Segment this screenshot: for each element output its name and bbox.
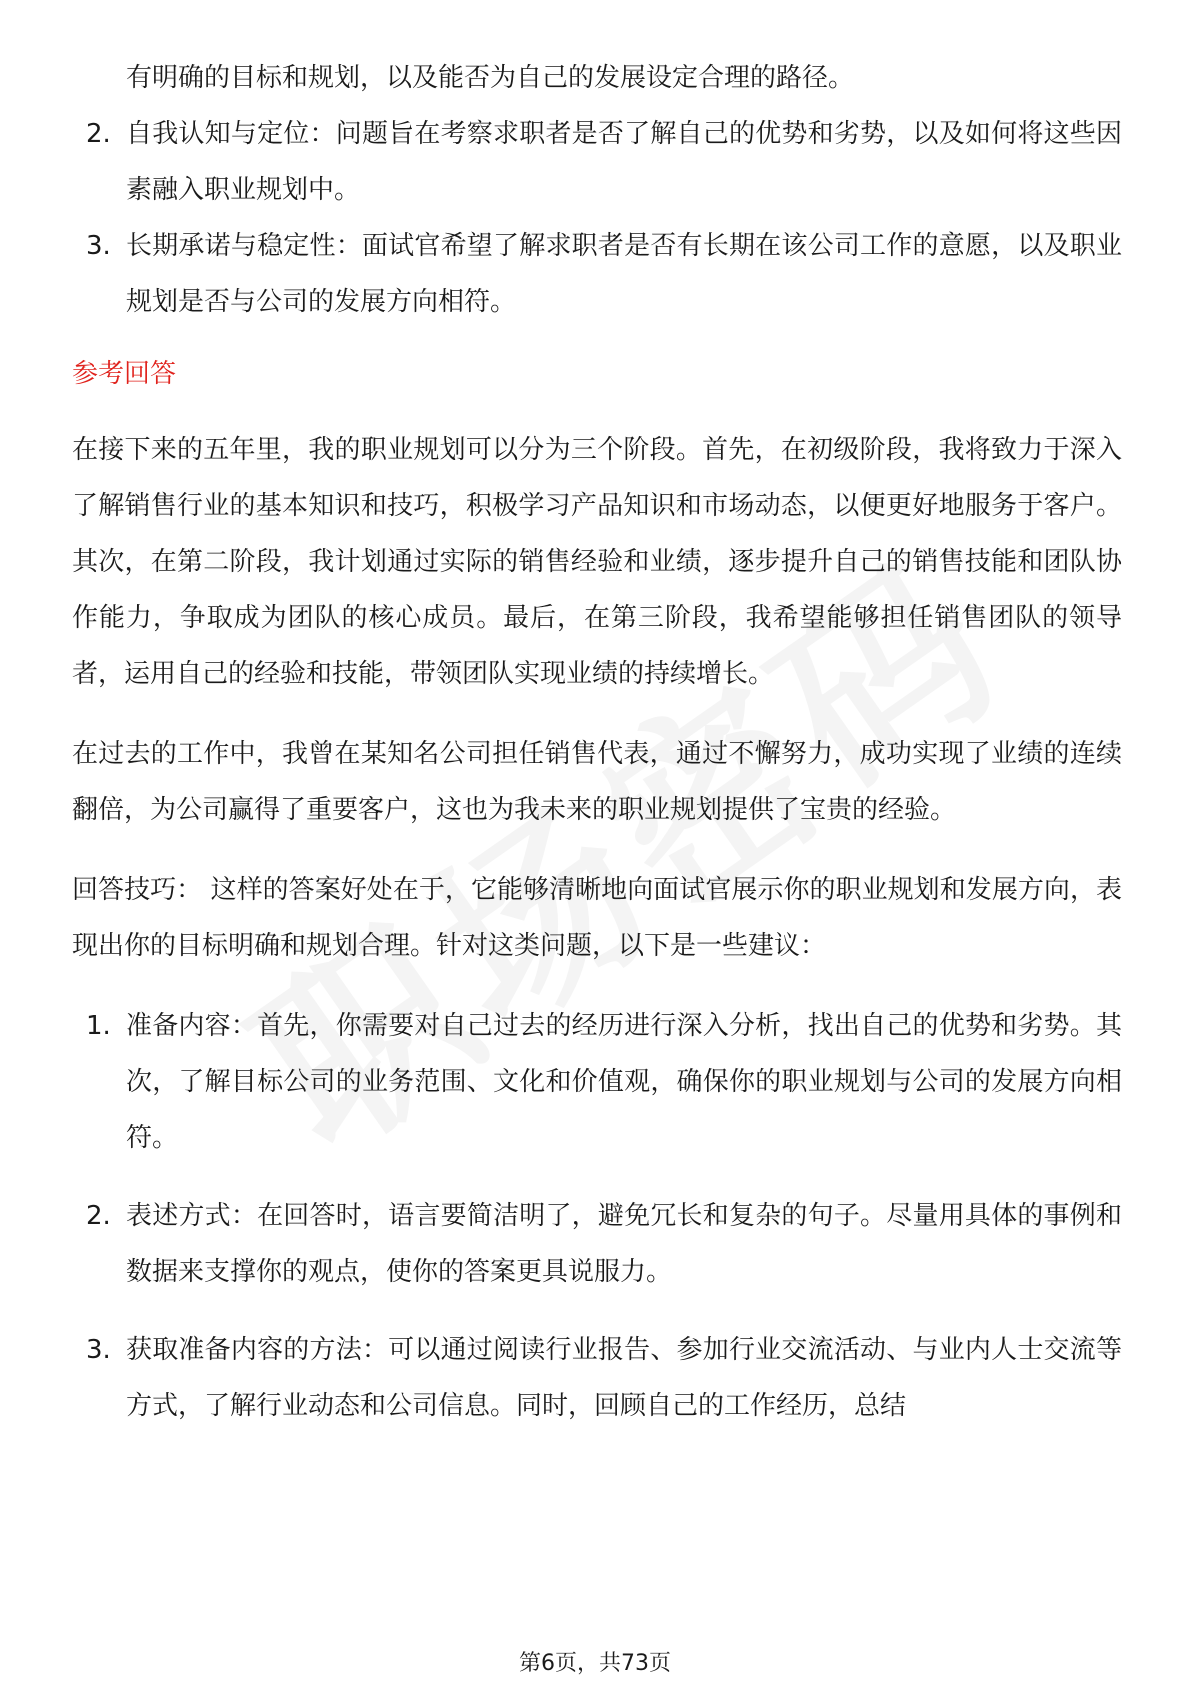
list-text: 获取准备内容的方法：可以通过阅读行业报告、参加行业交流活动、与业内人士交流等方式，了解行业动态和公司信息。同时，回顾自己的工作经历，总结 — [126, 1335, 1122, 1421]
reference-answer-heading: 参考回答 — [72, 359, 177, 389]
list-number: 3. — [86, 231, 111, 261]
list-number: 2. — [86, 1201, 111, 1231]
list-text: 长期承诺与稳定性：面试官希望了解求职者是否有长期在该公司工作的意愿，以及职业规划是否与公司的发展方向相符。 — [126, 231, 1122, 317]
tips-intro-paragraph: 回答技巧： 这样的答案好处在于，它能够清晰地向面试官展示你的职业规划和发展方向，表现出你的目标明确和规划合理。针对这类问题，以下是一些建议： — [72, 875, 1122, 961]
list-item — [72, 218, 1122, 330]
list-item — [72, 1322, 1122, 1434]
page-content — [72, 50, 1122, 1434]
list-item — [72, 1188, 1122, 1300]
list-text: 表述方式：在回答时，语言要简洁明了，避免冗长和复杂的句子。尽量用具体的事例和数据来支撑你的观点，使你的答案更具说服力。 — [126, 1201, 1122, 1287]
list-item — [72, 106, 1122, 218]
list-number: 2. — [86, 119, 111, 149]
answer-paragraph: 在接下来的五年里，我的职业规划可以分为三个阶段。首先，在初级阶段，我将致力于深入了解销售行业的基本知识和技巧，积极学习产品知识和市场动态，以便更好地服务于客户。其次，在第二阶段，我计划通过实际的销售经验和业绩，逐步提升自己的销售技能和团队协作能力，争取成为团队的核心成员。最后，在第三阶段，我希望能够担任销售团队的领导者，运用自己的经验和技能，带领团队实现业绩的持续增长。 — [72, 435, 1122, 689]
list-number: 1. — [86, 1011, 111, 1041]
list-text: 有明确的目标和规划，以及能否为自己的发展设定合理的路径。 — [126, 63, 855, 93]
answer-paragraph: 在过去的工作中，我曾在某知名公司担任销售代表，通过不懈努力，成功实现了业绩的连续翻倍，为公司赢得了重要客户，这也为我未来的职业规划提供了宝贵的经验。 — [72, 739, 1122, 825]
list-text: 自我认知与定位：问题旨在考察求职者是否了解自己的优势和劣势，以及如何将这些因素融入职业规划中。 — [126, 119, 1122, 205]
tips-list — [72, 998, 1122, 1434]
list-text: 准备内容：首先，你需要对自己过去的经历进行深入分析，找出自己的优势和劣势。其次，了解目标公司的业务范围、文化和价值观，确保你的职业规划与公司的发展方向相符。 — [126, 1011, 1122, 1153]
page-footer: 第6页，共73页 — [519, 1651, 671, 1676]
intro-list — [72, 50, 1122, 330]
list-item — [72, 998, 1122, 1166]
list-number: 3. — [86, 1335, 111, 1365]
list-item — [72, 50, 1122, 106]
